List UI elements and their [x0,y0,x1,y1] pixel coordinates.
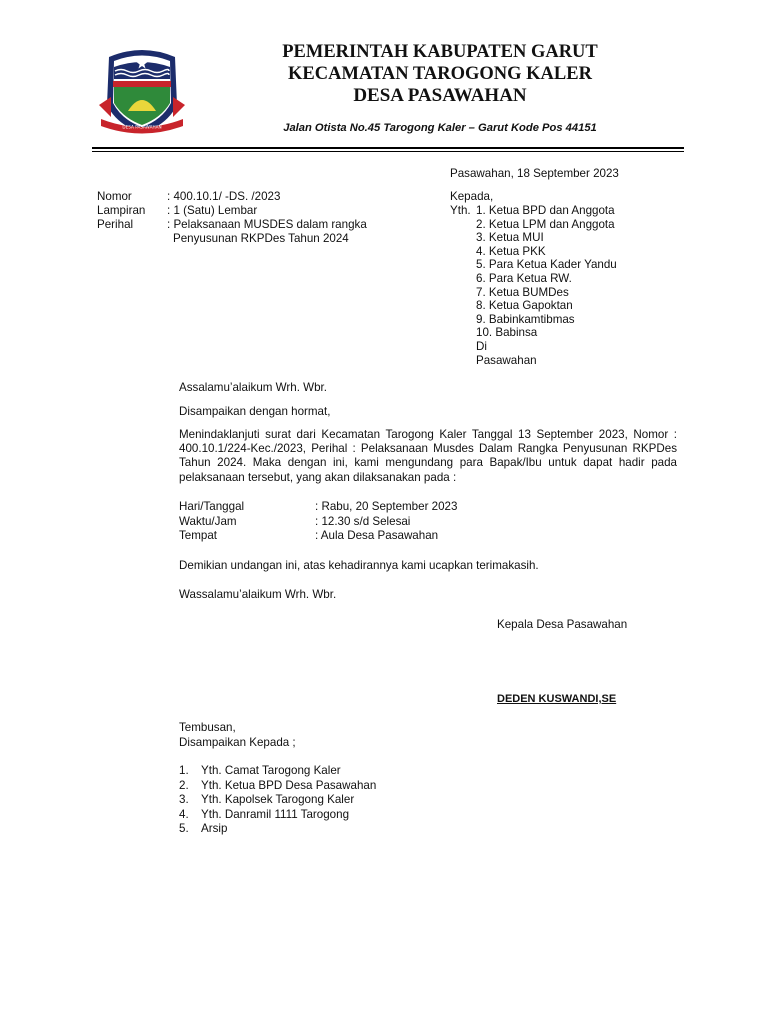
signature-title: Kepala Desa Pasawahan [497,618,628,631]
perihal-value-line1: : Pelaksanaan MUSDES dalam rangka [167,218,367,231]
perihal-value-line2: Penyusunan RKPDes Tahun 2024 [173,232,349,245]
recipient-item: 1. Ketua BPD dan Anggota [476,204,615,217]
recipient-item: 8. Ketua Gapoktan [476,299,573,313]
detail-value: : Aula Desa Pasawahan [315,529,439,542]
letterhead-rule-thick [92,147,684,149]
signature-name: DEDEN KUSWANDI,SE [497,693,617,705]
detail-label: Waktu/Jam [179,514,237,528]
tembusan-item-text: Yth. Danramil 1111 Tarogong [201,807,350,821]
main-paragraph: Menindaklanjuti surat dari Kecamatan Tarogong Kaler Tanggal 13 September 2023, Nomor : 400.10.1/224-Kec./2023, Perihal : Pelaksanaan Musdes Dalam Rangka Penyusunan RKPDes Tahun 2024. Maka dengan ini, kami mengundang para Bapak/Ibu untuk dapat hadir pada pelaksanaan tersebut, yang akan dilaksanakan pada : [179,428,677,484]
kepada-label: Kepada, [450,190,494,203]
tembusan-item-text: Yth. Camat Tarogong Kaler [201,764,341,777]
tembusan-item-number: 5. [179,822,189,836]
recipient-item: 5. Para Ketua Kader Yandu [476,258,617,272]
tembusan-item-text: Yth. Ketua BPD Desa Pasawahan [201,778,377,792]
tembusan-item [179,779,376,794]
tembusan-sub: Disampaikan Kepada ; [179,736,296,749]
lampiran-value: : 1 (Satu) Lembar [167,204,258,217]
tembusan-list [179,764,376,837]
recipient-place: Pasawahan [476,354,537,367]
district-emblem-logo [97,45,187,137]
svg-text:DESA PASAWAHAN: DESA PASAWAHAN [122,124,162,130]
detail-value: : Rabu, 20 September 2023 [315,500,458,513]
letter-date: Pasawahan, 18 September 2023 [450,167,619,180]
letterhead-address: Jalan Otista No.45 Tarogong Kaler – Garut Kode Pos 44151 [283,122,597,134]
letterhead-government: PEMERINTAH KABUPATEN GARUT [282,42,598,62]
closing-line: Demikian undangan ini, atas kehadirannya kami ucapkan terimakasih. [179,559,539,572]
lampiran-label: Lampiran [97,204,146,217]
tembusan-item [179,808,376,823]
tembusan-item-number: 2. [179,778,189,792]
letterhead-rule-thin [92,151,684,152]
intro-line: Disampaikan dengan hormat, [179,405,331,418]
tembusan-item-text: Arsip [201,822,228,836]
detail-label: Tempat [179,529,218,542]
tembusan-item-number: 3. [179,793,189,807]
recipient-item: 10. Babinsa [476,326,538,340]
farewell-line: Wassalamu’alaikum Wrh. Wbr. [179,588,337,601]
recipient-item: 3. Ketua MUI [476,231,544,245]
tembusan-heading: Tembusan, [179,721,236,734]
letterhead-subdistrict: KECAMATAN TAROGONG KALER [288,64,592,84]
tembusan-item [179,793,376,808]
yth-label: Yth. [450,204,471,217]
recipient-item: 7. Ketua BUMDes [476,285,569,299]
nomor-label: Nomor [97,190,132,203]
tembusan-item [179,822,376,837]
recipient-item: 2. Ketua LPM dan Anggota [476,217,615,231]
perihal-label: Perihal [97,218,134,231]
nomor-value: : 400.10.1/ -DS. /2023 [167,190,281,203]
tembusan-item-text: Yth. Kapolsek Tarogong Kaler [201,793,355,807]
recipient-item: 9. Babinkamtibmas [476,312,575,326]
detail-value: : 12.30 s/d Selesai [315,514,411,528]
tembusan-item-number: 4. [179,807,189,821]
detail-label: Hari/Tanggal [179,500,245,513]
recipient-item: 4. Ketua PKK [476,244,546,258]
letterhead-village: DESA PASAWAHAN [353,85,527,106]
tembusan-item-number: 1. [179,764,189,777]
tembusan-item [179,764,376,779]
recipient-item: 6. Para Ketua RW. [476,272,572,285]
recipient-di: Di [476,340,487,353]
greeting: Assalamu’alaikum Wrh. Wbr. [179,381,327,394]
